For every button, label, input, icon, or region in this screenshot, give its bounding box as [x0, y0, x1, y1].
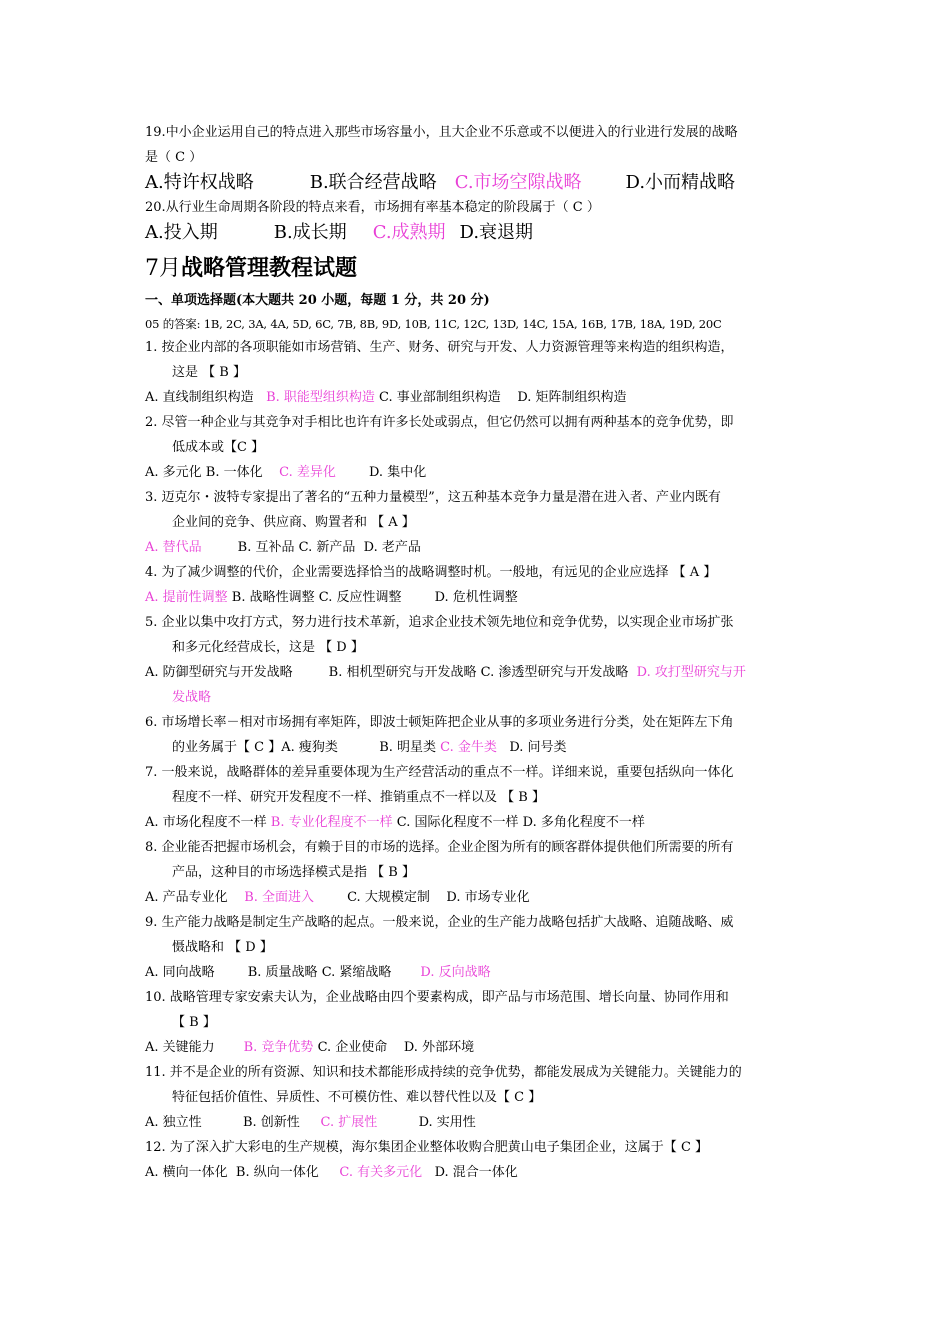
q19-option-a: A.特许权战略: [145, 172, 254, 193]
q6-stem-line2: [145, 735, 810, 760]
q2-option-c-answer: C. 差异化: [279, 465, 336, 480]
q20-option-a: A.投入期: [145, 222, 218, 243]
q2-stem-line1: 2. 尽管一种企业与其竞争对手相比也许有许多长处或弱点，但它仍然可以拥有两种基本的竞争优势，即: [145, 415, 734, 430]
q10-stem-line1: 10. 战略管理专家安索夫认为，企业战略由四个要素构成，即产品与市场范围、增长向量、协同作用和: [145, 990, 729, 1005]
q5-option-a: A. 防御型研究与开发战略: [145, 665, 293, 680]
q2-options: [145, 460, 810, 485]
q9-stem-line1: 9. 生产能力战略是制定生产战略的起点。一般来说，企业的生产能力战略包括扩大战略、追随战略、威: [145, 915, 734, 930]
q11-stem-line1: 11. 并不是企业的所有资源、知识和技术都能形成持续的竞争优势，都能发展成为关键能力。关键能力的: [145, 1065, 742, 1080]
q7-option-d: D. 多角化程度不一样: [522, 815, 645, 830]
q3-option-c: C. 新产品: [298, 540, 356, 555]
q10-option-c: C. 企业使命: [317, 1040, 388, 1055]
q11-stem-line2: 特征包括价值性、异质性、不可模仿性、难以替代性以及【 C 】: [172, 1090, 542, 1105]
q2-option-b: B. 一体化: [205, 465, 263, 480]
q6-option-d: D. 问号类: [509, 740, 567, 755]
q6-stem-tail: 的业务属于【 C 】: [172, 740, 282, 755]
q19-option-c-answer: C.市场空隙战略: [454, 172, 582, 193]
q1-stem-line1: 1. 按企业内部的各项职能如市场营销、生产、财务、研究与开发、人力资源管理等来构造的组织构造，: [145, 340, 734, 355]
q7-stem-line1: 7. 一般来说，战略群体的差异重要体现为生产经营活动的重点不一样。详细来说，重要包括纵向一体化: [145, 765, 734, 780]
q4-option-a-answer: A. 提前性调整: [145, 590, 228, 605]
q9-stem-line2: 慑战略和 【 D 】: [172, 940, 273, 955]
q7-options: [145, 810, 810, 835]
q2-option-d: D. 集中化: [368, 465, 427, 480]
q10-option-a: A. 关键能力: [145, 1040, 215, 1055]
answer-key: 05 的答案: 1B, 2C, 3A, 4A, 5D, 6C, 7B, 8B, 9D, 10B, 11C, 12C, 13D, 14C, 15A, 16B, 17B, 18A, 19D, 20C: [145, 317, 722, 331]
q1-option-c: C. 事业部制组织构造: [379, 390, 501, 405]
q12-stem-line1: 12. 为了深入扩大彩电的生产规模，海尔集团企业整体收购合肥黄山电子集团企业，这属于【 C 】: [145, 1140, 709, 1155]
q3-option-b: B. 互补品: [237, 540, 295, 555]
q19-option-b: B.联合经营战略: [309, 172, 437, 193]
q3-options: [145, 535, 810, 560]
q10-options: [145, 1035, 810, 1060]
q9-option-c: C. 紧缩战略: [321, 965, 392, 980]
q7-option-c: C. 国际化程度不一样: [396, 815, 519, 830]
q3-stem-line1: 3. 迈克尔・波特专家提出了著名的“五种力量模型”，这五种基本竞争力量是潜在进入者、产业内既有: [145, 490, 721, 505]
q9-option-d-answer: D. 反向战略: [420, 965, 491, 980]
section-heading: 一、单项选择题(本大题共 20 小题，每题 1 分，共 20 分): [145, 293, 490, 308]
q20-stem-line1: 20.从行业生命周期各阶段的特点来看，市场拥有率基本稳定的阶段属于（ C ）: [145, 200, 600, 215]
q12-option-d: D. 混合一体化: [434, 1165, 518, 1180]
q3-option-a-answer: A. 替代品: [145, 540, 202, 555]
q6-option-a: A. 瘦狗类: [281, 740, 338, 755]
q8-stem-line2: 产品，这种目的市场选择模式是指 【 B 】: [172, 865, 415, 880]
title-month: 7月: [145, 256, 181, 281]
q4-stem-line1: 4. 为了减少调整的代价，企业需要选择恰当的战略调整时机。一般地，有远见的企业应选择 【 A 】: [145, 565, 717, 580]
q20-option-b: B.成长期: [273, 222, 347, 243]
q6-option-b: B. 明星类: [379, 740, 437, 755]
q5-options: [145, 660, 810, 685]
q4-options: [145, 585, 810, 610]
q1-option-b-answer: B. 职能型组织构造: [266, 390, 375, 405]
q5-stem-line2: 和多元化经营成长，这是 【 D 】: [172, 640, 364, 655]
q3-stem-line2: 企业间的竞争、供应商、购置者和 【 A 】: [172, 515, 415, 530]
q7-stem-line2: 程度不一样、研究开发程度不一样、推销重点不一样以及 【 B 】: [172, 790, 545, 805]
q9-option-b: B. 质量战略: [247, 965, 318, 980]
q5-option-d-answer: D. 攻打型研究与开: [636, 665, 746, 680]
q19-option-d: D.小而精战略: [625, 172, 736, 193]
page-title: [145, 253, 810, 284]
q10-option-b-answer: B. 竞争优势: [243, 1040, 314, 1055]
q8-option-b-answer: B. 全面进入: [244, 890, 315, 905]
q5-stem-line1: 5. 企业以集中攻打方式，努力进行技术革新，追求企业技术领先地位和竞争优势，以实现企业市场扩张: [145, 615, 734, 630]
q5-option-c: C. 渗透型研究与开发战略: [480, 665, 629, 680]
q11-options: [145, 1110, 810, 1135]
document-page: [145, 120, 810, 1185]
q20-options: [145, 220, 810, 245]
q3-option-d: D. 老产品: [363, 540, 421, 555]
q11-option-d: D. 实用性: [418, 1115, 476, 1130]
q10-option-d: D. 外部环境: [403, 1040, 475, 1055]
q11-option-c-answer: C. 扩展性: [320, 1115, 378, 1130]
q20-option-c-answer: C.成熟期: [372, 222, 446, 243]
q9-options: [145, 960, 810, 985]
q1-option-d: D. 矩阵制组织构造: [517, 390, 627, 405]
q11-option-b: B. 创新性: [242, 1115, 300, 1130]
q5-option-d-answer-cont: 发战略: [172, 690, 212, 705]
q8-options: [145, 885, 810, 910]
q12-option-a: A. 横向一体化: [145, 1165, 228, 1180]
q2-stem-line2: 低成本或【C 】: [172, 440, 265, 455]
q1-option-a: A. 直线制组织构造: [145, 390, 254, 405]
title-main: 战略管理教程试题: [181, 255, 358, 281]
q8-option-c: C. 大规模定制: [347, 890, 430, 905]
q11-option-a: A. 独立性: [145, 1115, 202, 1130]
q5-option-b: B. 相机型研究与开发战略: [328, 665, 477, 680]
q5-options-cont: [145, 685, 810, 710]
q1-stem-line2: 这是 【 B 】: [172, 365, 246, 380]
q8-stem-line1: 8. 企业能否把握市场机会，有赖于目的市场的选择。企业企图为所有的顾客群体提供他们所需要的所有: [145, 840, 734, 855]
q4-option-c: C. 反应性调整: [318, 590, 402, 605]
q12-option-b: B. 纵向一体化: [235, 1165, 319, 1180]
q9-option-a: A. 同向战略: [145, 965, 215, 980]
q8-option-d: D. 市场专业化: [446, 890, 530, 905]
q4-option-d: D. 危机性调整: [434, 590, 518, 605]
q2-option-a: A. 多元化: [145, 465, 202, 480]
q8-option-a: A. 产品专业化: [145, 890, 228, 905]
q19-stem-line2: 是（ C ）: [145, 150, 203, 165]
q10-stem-line2: 【 B 】: [172, 1015, 216, 1030]
q7-option-b-answer: B. 专业化程度不一样: [270, 815, 393, 830]
q6-option-c-answer: C. 金牛类: [440, 740, 497, 755]
q19-stem-line1: 19.中小企业运用自己的特点进入那些市场容量小，且大企业不乐意或不以便进入的行业进行发展的战略: [145, 125, 738, 140]
q4-option-b: B. 战略性调整: [231, 590, 315, 605]
q12-options: [145, 1160, 810, 1185]
q12-option-c-answer: C. 有关多元化: [339, 1165, 423, 1180]
q1-options: [145, 385, 810, 410]
q19-options: [145, 170, 810, 195]
q6-stem-line1: 6. 市场增长率－相对市场拥有率矩阵，即波士顿矩阵把企业从事的多项业务进行分类，处在矩阵左下角: [145, 715, 734, 730]
q20-option-d: D.衰退期: [459, 222, 534, 243]
q7-option-a: A. 市场化程度不一样: [145, 815, 267, 830]
